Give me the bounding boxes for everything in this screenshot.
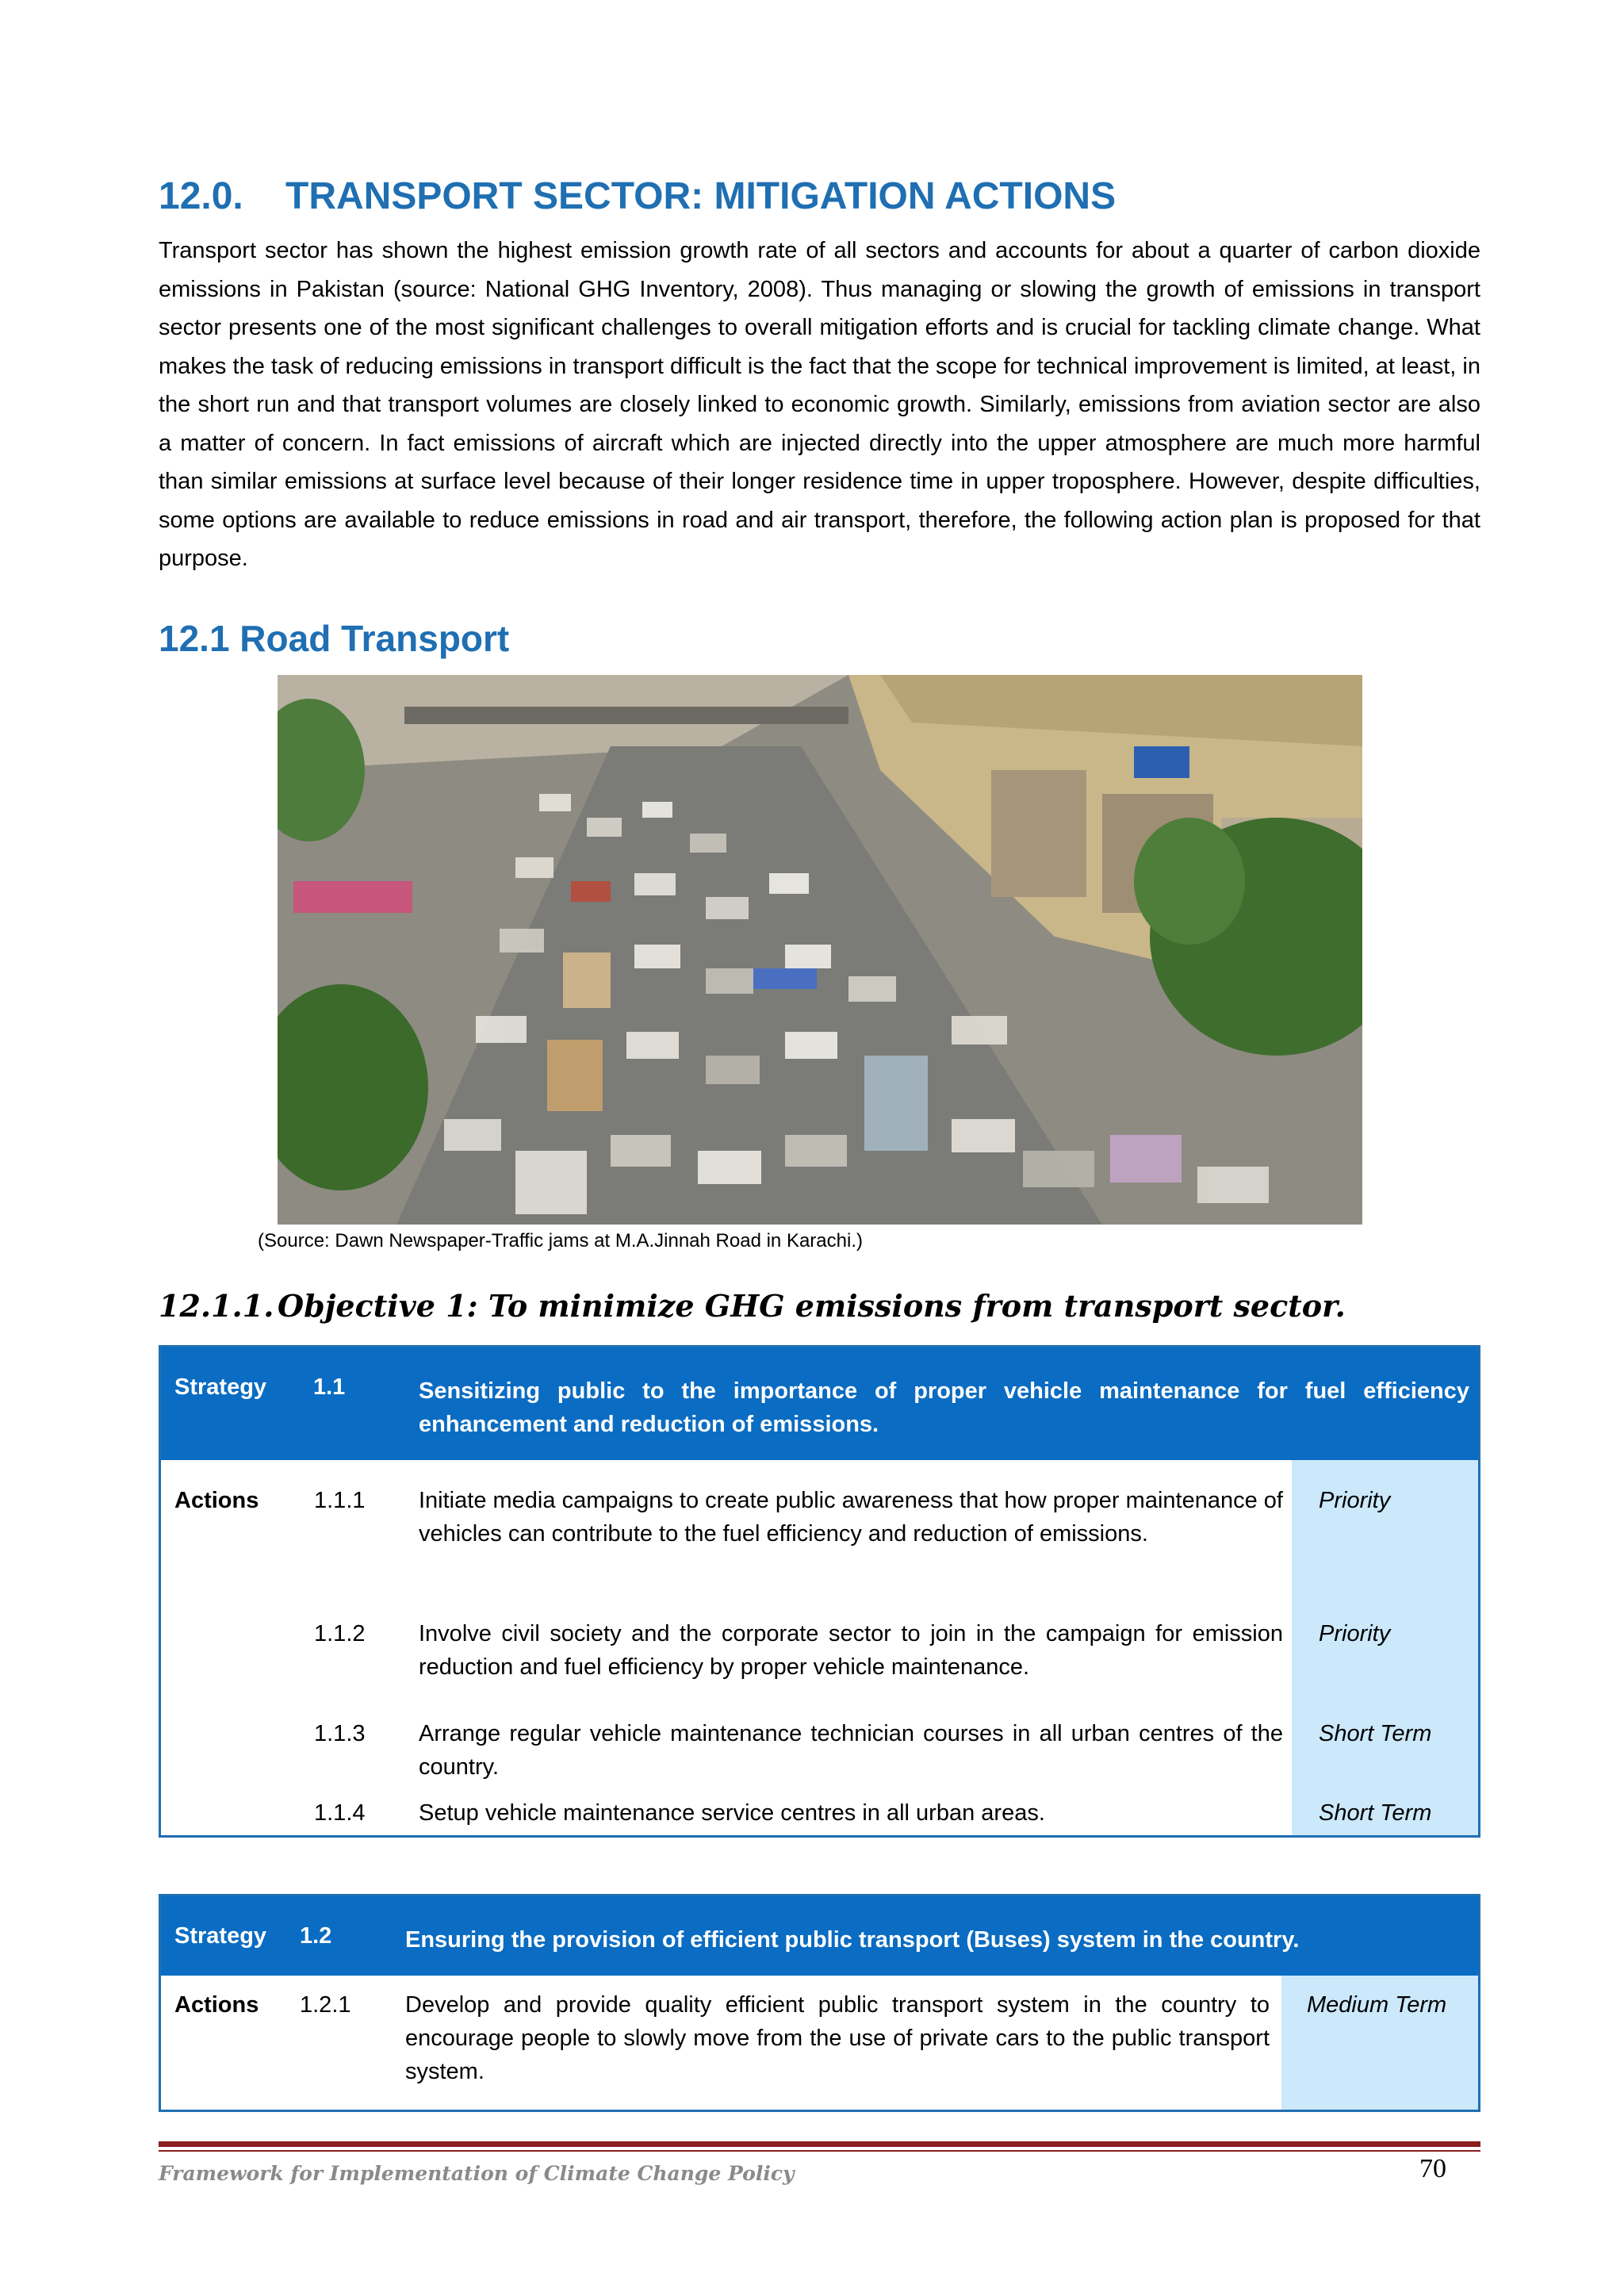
strategy-table-1-1 (159, 1345, 1480, 1838)
action-term: Priority (1319, 1488, 1391, 1513)
strategy-number: 1.2 (300, 1923, 332, 1949)
page-number: 70 (1419, 2154, 1446, 2183)
action-description: Arrange regular vehicle maintenance technician courses in all urban centres of the country. (419, 1721, 1283, 1780)
strategy-table-1-2 (159, 1894, 1480, 2112)
action-term: Medium Term (1307, 1992, 1447, 2018)
strategy-description: Ensuring the provision of efficient public transport (Buses) system in the country. (405, 1927, 1300, 1953)
action-number: 1.1.3 (314, 1721, 366, 1746)
strategy-label: Strategy (174, 1923, 267, 1949)
action-description: Initiate media campaigns to create public awareness that how proper maintenance of vehicles can contribute to the fuel efficiency and reduction of emissions. (419, 1488, 1283, 1547)
action-term: Short Term (1319, 1721, 1432, 1746)
actions-label: Actions (174, 1488, 259, 1513)
section-title: TRANSPORT SECTOR: MITIGATION ACTIONS (285, 175, 1116, 217)
strategy-description: Sensitizing public to the importance of proper vehicle maintenance for fuel efficiency enhancement and reduction of emissions. (419, 1378, 1469, 1437)
footer-divider (159, 2141, 1480, 2147)
strategy-label: Strategy (174, 1374, 267, 1400)
action-description: Develop and provide quality efficient public transport system in the country to encourage people to slowly move from the use of private cars to the public transport system. (405, 1992, 1270, 2084)
objective-number: 12.1.1. (159, 1288, 274, 1324)
figure-caption: (Source: Dawn Newspaper-Traffic jams at M.A.Jinnah Road in Karachi.) (258, 1230, 863, 1251)
action-number: 1.2.1 (300, 1992, 351, 2018)
action-term: Short Term (1319, 1800, 1432, 1826)
traffic-photo (278, 675, 1362, 1225)
strategy-number: 1.1 (313, 1374, 346, 1400)
traffic-photo-illustration (278, 675, 1362, 1225)
action-number: 1.1.4 (314, 1800, 366, 1826)
actions-label: Actions (174, 1992, 259, 2018)
footer-divider-thin (159, 2150, 1480, 2152)
section-intro-paragraph: Transport sector has shown the highest emission growth rate of all sectors and accounts for about a quarter of carbon dioxide emissions in Pakistan (source: National GHG Inventory, 2008). Thus managing or slowing the growth of emissions in transport sector presents one of the most significant challenges to overall mitigation efforts and is crucial for tackling climate change. What makes the task of reducing emissions in transport difficult is the fact that the scope for technical improvement is limited, at least, in the short run and that transport volumes are closely linked to economic growth. Similarly, emissions from aviation sector are also a matter of concern. In fact emissions of aircraft which are injected directly into the upper atmosphere are much more harmful than similar emissions at surface level because of their longer residence time in upper troposphere. However, despite difficulties, some options are available to reduce emissions in road and air transport, therefore, the following action plan is proposed for that purpose. (159, 238, 1480, 571)
action-term: Priority (1319, 1621, 1391, 1646)
subsection-heading: 12.1 Road Transport (159, 618, 510, 659)
action-description: Involve civil society and the corporate sector to join in the campaign for emission reduction and fuel efficiency by proper vehicle maintenance. (419, 1621, 1283, 1680)
action-number: 1.1.1 (314, 1488, 366, 1513)
strategy-header (161, 1347, 1478, 1460)
objective-title: Objective 1: To minimize GHG emissions from transport sector. (278, 1288, 1346, 1324)
section-number: 12.0. (159, 175, 243, 217)
objective-heading (159, 1288, 1346, 1324)
action-description: Setup vehicle maintenance service centres in all urban areas. (419, 1800, 1045, 1826)
strategy-header (161, 1896, 1478, 1976)
section-heading (159, 174, 1116, 218)
footer-title: Framework for Implementation of Climate Change Policy (159, 2162, 795, 2185)
action-number: 1.1.2 (314, 1621, 366, 1646)
